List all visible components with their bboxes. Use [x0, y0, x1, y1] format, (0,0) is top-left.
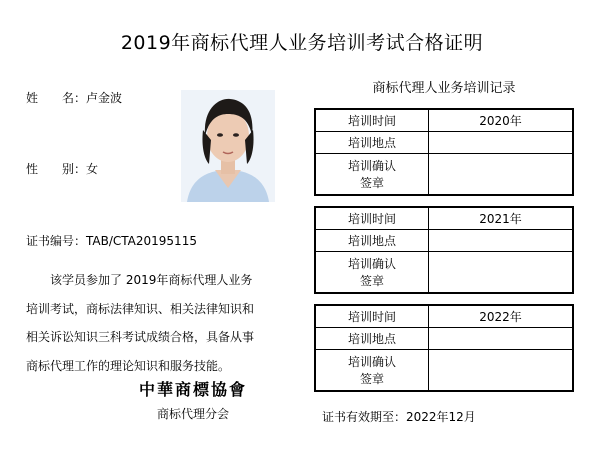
statement-line: 商标代理工作的理论知识和服务技能。: [26, 358, 231, 373]
training-place-label: 培训地点: [315, 327, 429, 349]
statement-line: 该学员参加了 2019年商标代理人业务: [50, 273, 253, 287]
training-confirm-value: [429, 153, 574, 195]
training-time-label: 培训时间: [315, 207, 429, 229]
validity-date: 证书有效期至：2022年12月: [322, 410, 476, 424]
gender-row: [26, 160, 98, 177]
training-confirm-value: [429, 251, 574, 293]
training-record-title: 商标代理人业务培训记录: [372, 81, 516, 96]
qualification-statement: [26, 266, 292, 380]
issuer-seal: 中華商標協會: [138, 380, 247, 399]
training-confirm-label: 培训确认 签章: [315, 349, 429, 391]
applicant-photo: [181, 90, 275, 202]
training-record-table-2021: [314, 206, 574, 294]
gender-value: 女: [86, 162, 99, 176]
certificate-number-row: [26, 232, 197, 249]
name-row: [26, 89, 122, 106]
training-record-table-2020: [314, 108, 574, 196]
training-time-label: 培训时间: [315, 109, 429, 131]
training-time-label: 培训时间: [315, 305, 429, 327]
training-record-table-2022: [314, 304, 574, 392]
training-place-value: [429, 327, 574, 349]
portrait-image: [181, 90, 275, 202]
training-place-value: [429, 131, 574, 153]
certificate-number-value: TAB/CTA20195115: [86, 234, 197, 248]
training-place-value: [429, 229, 574, 251]
training-confirm-label: 培训确认 签章: [315, 153, 429, 195]
statement-line: 培训考试，商标法律知识、相关法律知识和: [26, 301, 255, 316]
training-confirm-value: [429, 349, 574, 391]
statement-line: 相关诉讼知识三科考试成绩合格，具备从事: [26, 330, 255, 344]
training-confirm-label: 培训确认 签章: [315, 251, 429, 293]
name-value: 卢金波: [86, 91, 123, 105]
training-place-label: 培训地点: [315, 229, 429, 251]
training-year-value: 2021年: [429, 207, 574, 229]
certificate-number-label: 证书编号：: [26, 234, 87, 248]
name-label: 姓 名：: [26, 91, 87, 105]
issuer-branch: 商标代理分会: [156, 407, 229, 421]
gender-label: 性 别：: [26, 162, 87, 176]
training-place-label: 培训地点: [315, 131, 429, 153]
training-year-value: 2020年: [429, 109, 574, 131]
training-year-value: 2022年: [429, 305, 574, 327]
page-title: 2019年商标代理人业务培训考试合格证明: [120, 32, 484, 54]
